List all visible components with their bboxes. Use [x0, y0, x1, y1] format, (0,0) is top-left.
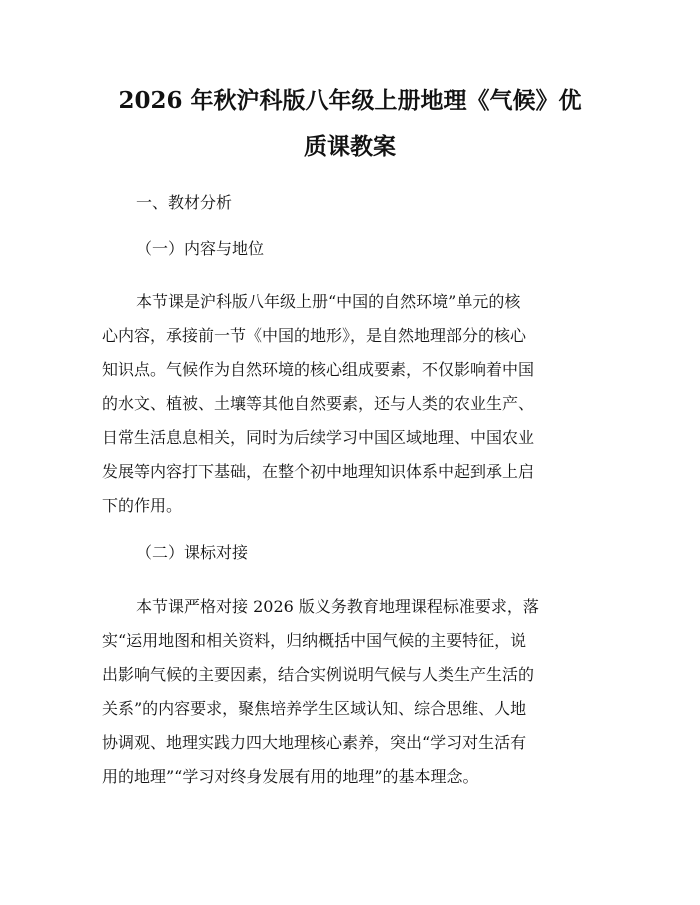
paragraph-line: 协调观、地理实践力四大地理核心素养，突出“学习对生活有 [102, 733, 527, 752]
paragraph-line: 用的地理”“学习对终身发展有用的地理”的基本理念。 [102, 767, 479, 786]
section-heading-teaching-material-analysis: 一、教材分析 [136, 193, 233, 212]
paragraph-line: 出影响气候的主要因素，结合实例说明气候与人类生产生活的 [102, 665, 535, 684]
paragraph-line: 知识点。气候作为自然环境的核心组成要素，不仅影响着中国 [102, 360, 535, 379]
subsection-heading-curriculum-standard: （二）课标对接 [136, 543, 249, 562]
subsection-heading-content-and-status: （一）内容与地位 [136, 239, 265, 258]
paragraph-line: 下的作用。 [102, 496, 183, 515]
paragraph-curriculum-standard [102, 590, 606, 794]
paragraph-line: 的水文、植被、土壤等其他自然要素，还与人类的农业生产、 [102, 394, 535, 413]
paragraph-line: 日常生活息息相关，同时为后续学习中国区域地理、中国农业 [102, 428, 535, 447]
paragraph-line: 实“运用地图和相关资料，归纳概括中国气候的主要特征，说 [102, 631, 527, 650]
paragraph-line: 本节课是沪科版八年级上册“中国的自然环境”单元的核 [136, 292, 521, 311]
paragraph-line: 关系”的内容要求，聚焦培养学生区域认知、综合思维、人地 [102, 699, 527, 718]
paragraph-line: 发展等内容打下基础，在整个初中地理知识体系中起到承上启 [102, 462, 535, 481]
paragraph-line: 心内容，承接前一节《中国的地形》，是自然地理部分的核心 [102, 326, 527, 345]
document-title-line-2: 质课教案 [304, 133, 396, 160]
document-title-line-1: 2026 年秋沪科版八年级上册地理《气候》优 [118, 87, 582, 114]
paragraph-line: 本节课严格对接 2026 版义务教育地理课程标准要求，落 [136, 597, 539, 616]
paragraph-content-and-status [102, 285, 606, 523]
